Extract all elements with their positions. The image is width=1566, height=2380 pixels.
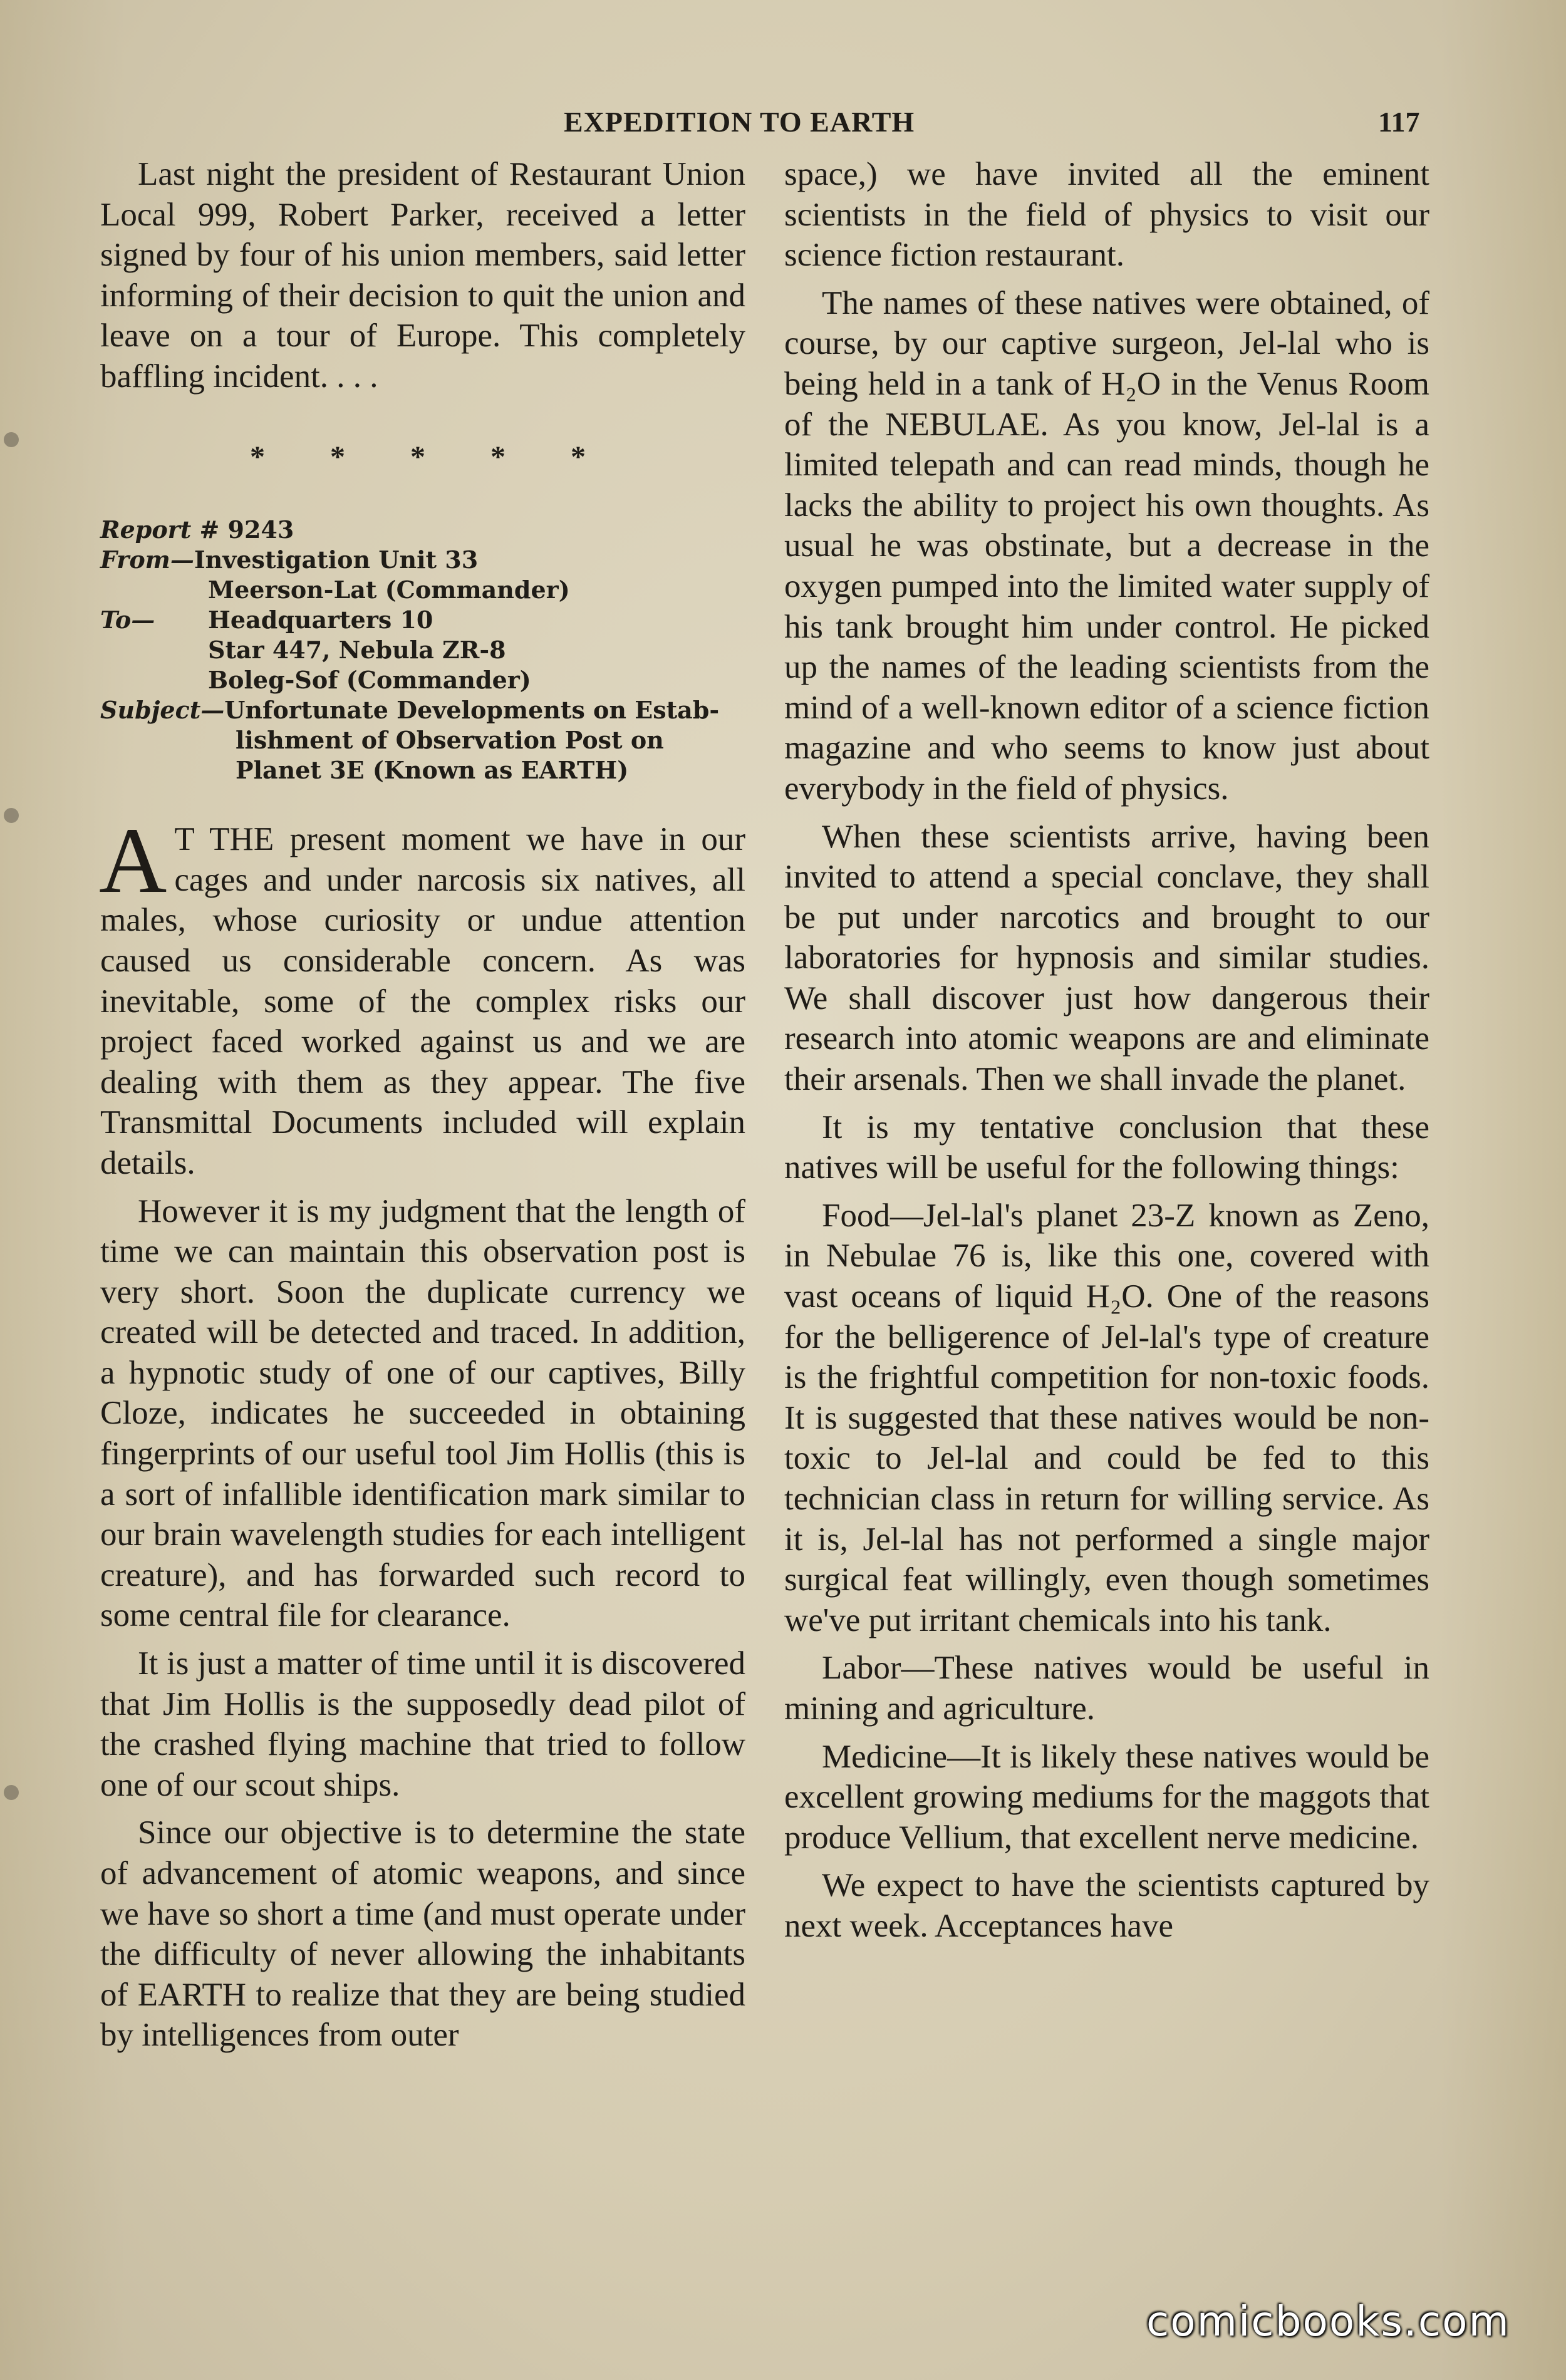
from-label: From— <box>100 546 194 574</box>
paragraph: However it is my judgment that the length of time we can maintain this observation post is very short. Soon the duplicate currency we created will be detected and traced. In addition, a hypnotic study of one of our captives, Billy Cloze, indicates he succeeded in obtaining fingerprints of our useful tool Jim Hollis (this is a sort of infallible identification mark similar to our brain wavelength studies for each intelligent creature), and has forwarded such record to some central file for clearance. <box>100 1193 745 1634</box>
from-value: Investigation Unit 33 <box>194 546 479 574</box>
paragraph-text: T THE present moment we have in our cages and under narcosis six natives, all males, whose curiosity or undue attention caused us considerable concern. As was inevitable, some of the complex risks our project faced worked against us and we are dealing with them as they appear. The five Transmittal Documents included will explain details. <box>100 821 745 1181</box>
page-number: 117 <box>1378 106 1420 138</box>
binding-hole <box>4 808 19 823</box>
binding-hole <box>4 432 19 447</box>
from-value-2: Meerson-Lat (Commander) <box>208 576 570 604</box>
paragraph: Last night the president of Restaurant Union Local 999, Robert Parker, received a letter signed by four of his union members, said letter informing of their decision to quit the union and leave on a tour of Europe. This completely baffling incident. . . . <box>100 156 745 395</box>
paragraph: It is my tentative conclusion that these natives will be useful for the following things: <box>784 1109 1429 1186</box>
subject-value-3: Planet 3E (Known as EARTH) <box>236 756 629 785</box>
left-column <box>100 154 745 2063</box>
right-column <box>784 154 1429 1954</box>
paragraph: space,) we have invited all the eminent scientists in the field of physics to visit our science fiction restaurant. <box>784 156 1429 274</box>
to-value-2: Star 447, Nebula ZR-8 <box>208 636 506 665</box>
paragraph: We expect to have the scientists captured by next week. Acceptances have <box>784 1867 1429 1944</box>
to-value: Headquarters 10 <box>208 606 433 634</box>
report-block <box>100 515 745 785</box>
paragraph: Since our objective is to determine the state of advancement of atomic weapons, and since we have so short a time (and must operate under the difficulty of never allowing the inhabitants of EARTH to realize that they are being studied by intelligences from outer <box>100 1814 745 2054</box>
subject-value: Unfortunate Developments on Estab- <box>224 696 720 725</box>
report-label: Report <box>100 515 192 544</box>
to-value-3: Boleg-Sof (Commander) <box>208 666 531 695</box>
paragraph-with-dropcap <box>99 809 745 1183</box>
running-title: EXPEDITION TO EARTH <box>564 106 915 138</box>
paragraph: When these scientists arrive, having been invited to attend a special conclave, they shall be put under narcotics and brought to our laboratories for hypnosis and similar studies. We shall discover just how dangerous their research into atomic weapons are and eliminate their arsenals. Then we shall invade the planet. <box>784 818 1429 1098</box>
to-label: To— <box>100 606 155 634</box>
paragraph: The names of these natives were obtained, of course, by our captive surgeon, Jel-lal who is being held in a tank of H₂O in the Venus Room of the NEBULAE. As you know, Jel-lal is a limited telepath and can read minds, though he lacks the ability to project his own thoughts. As usual he was obstinate, but a decrease in the oxygen pumped into the limited water supply of his tank brought him under control. He picked up the names of the leading scientists from the mind of a well-known editor of a science fiction magazine and who seems to know just about everybody in the field of physics. <box>784 284 1429 807</box>
paragraph: Food—Jel-lal's planet 23-Z known as Zeno, in Nebulae 76 is, like this one, covered with vast oceans of liquid H₂O. One of the reasons for the belligerence of Jel-lal's type of creature is the frightful competition for non-toxic foods. It is suggested that these natives would be non-toxic to Jel-lal and could be fed to this technician class in return for willing service. As it is, Jel-lal has not performed a single major surgical feat willingly, even though sometimes we've put irritant chemicals into his tank. <box>784 1197 1429 1638</box>
drop-cap: A <box>99 809 167 913</box>
paragraph: Labor—These natives would be useful in mining and agriculture. <box>784 1650 1429 1727</box>
subject-value-2: lishment of Observation Post on <box>236 726 664 755</box>
section-break: * * * * * <box>250 440 614 473</box>
paragraph: It is just a matter of time until it is discovered that Jim Hollis is the supposedly dead pilot of the crashed flying machine that tried to follow one of our scout ships. <box>100 1645 745 1803</box>
subject-label: Subject— <box>100 696 225 725</box>
site-watermark: comicbooks.com <box>1146 2297 1510 2346</box>
report-number: # 9243 <box>199 515 294 544</box>
paragraph: Medicine—It is likely these natives would be excellent growing mediums for the maggots that produce Vellium, that excellent nerve medicine. <box>784 1738 1429 1856</box>
binding-hole <box>4 1785 19 1800</box>
page-header <box>0 105 1566 149</box>
